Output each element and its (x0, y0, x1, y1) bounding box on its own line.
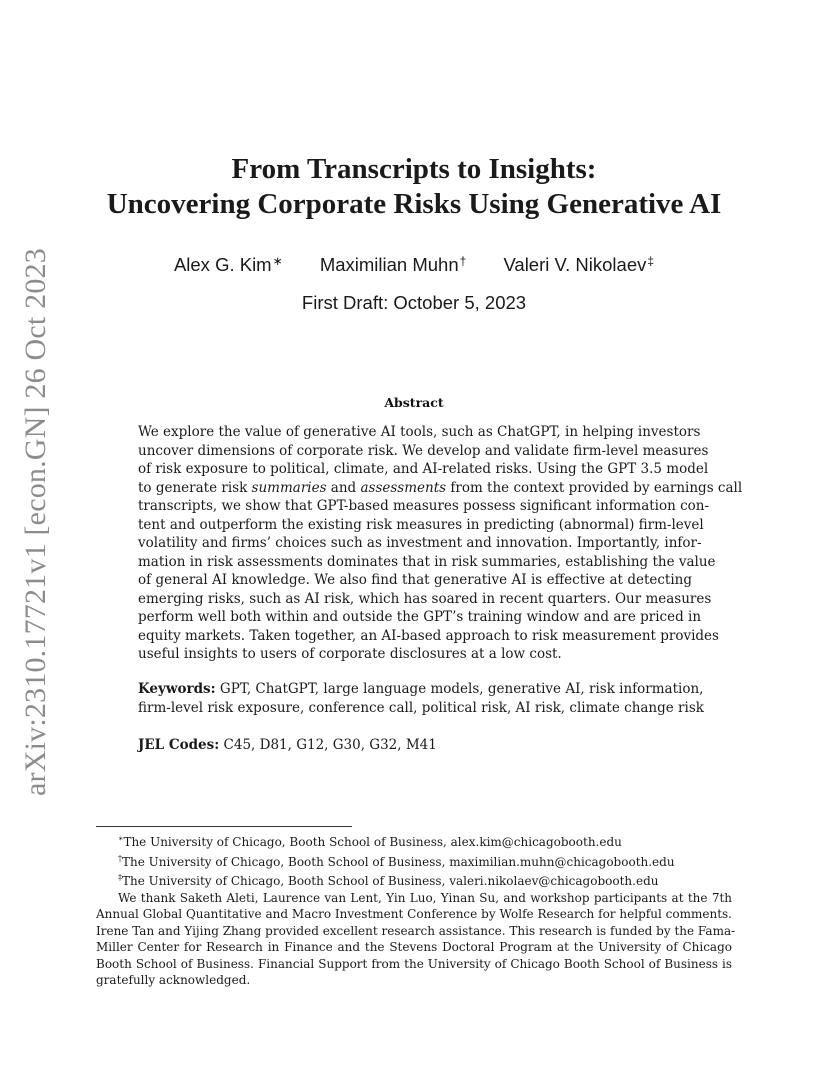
author-list (0, 254, 828, 276)
abstract-line: tent and outperform the existing risk measures in predicting (abnormal) firm-level (138, 516, 704, 533)
author-kim (174, 254, 283, 276)
author-name: Alex G. Kim (173, 254, 272, 275)
acknowledgement-line: gratefully acknowledged. (96, 973, 251, 987)
footnote-muhn (96, 851, 732, 871)
abstract-line: mation in risk assessments dominates that in risk summaries, establishing the value (138, 553, 716, 570)
abstract-line: useful insights to users of corporate disclosures at a low cost. (138, 646, 562, 662)
acknowledgement-line: Miller Center for Research in Finance and the Stevens Doctoral Program at the University of Chicago (96, 940, 732, 954)
acknowledgement-line: We thank Saketh Aleti, Laurence van Lent, Yin Luo, Yinan Su, and workshop participants at the 7th (118, 890, 732, 905)
keywords-text: GPT, ChatGPT, large language models, generative AI, risk information, (215, 681, 704, 697)
acknowledgement-line: Booth School of Business. Financial Support from the University of Chicago Booth School of Business is (96, 956, 732, 971)
abstract-line: emerging risks, such as AI risk, which has soared in recent quarters. Our measures (138, 590, 712, 607)
abstract-line (138, 479, 743, 498)
acknowledgement-line: Irene Tan and Yijing Zhang provided excellent research assistance. This research is funded by the Fama- (96, 923, 736, 938)
abstract-body (138, 423, 743, 664)
footnote-mark: ∗ (118, 834, 124, 843)
author-footnote-mark[interactable]: ‡ (647, 254, 655, 268)
abstract-line: transcripts, we show that GPT-based measures possess significant information con- (138, 498, 710, 514)
abstract-line: perform well both within and outside the GPT’s training window and are priced in (138, 609, 702, 625)
abstract-line: of general AI knowledge. We also find that generative AI is effective at detecting (138, 572, 692, 588)
abstract-text: to generate risk (138, 479, 252, 496)
draft-date: First Draft: October 5, 2023 (301, 292, 527, 313)
author-name: Valeri V. Nikolaev (503, 254, 647, 275)
abstract-line: equity markets. Taken together, an AI-based approach to risk measurement provides (138, 627, 719, 644)
title-line-2: Uncovering Corporate Risks Using Generative AI (106, 188, 722, 220)
footnote-divider (96, 826, 352, 827)
abstract-line: of risk exposure to political, climate, and AI-related risks. Using the GPT 3.5 model (138, 461, 709, 477)
abstract-line: uncover dimensions of corporate risk. We develop and validate firm-level measures (138, 442, 709, 459)
author-muhn (320, 254, 466, 276)
emphasis-assessments: assessments (360, 479, 447, 496)
footnotes (96, 831, 736, 989)
jel-value: C45, D81, G12, G30, G32, M41 (219, 737, 437, 753)
jel-codes (138, 736, 692, 755)
jel-label: JEL Codes: (138, 737, 220, 753)
acknowledgement-line: Annual Global Quantitative and Macro Investment Conference by Wolfe Research for helpful comments. (96, 907, 732, 921)
footnote-mark: ‡ (118, 873, 122, 882)
title-line-1: From Transcripts to Insights: (231, 153, 597, 185)
footnote-text: The University of Chicago, Booth School of Business, valeri.nikolaev@chicagobooth.edu (122, 874, 659, 888)
footnote-text: The University of Chicago, Booth School of Business, alex.kim@chicagobooth.edu (123, 835, 622, 849)
keywords-block (138, 680, 704, 717)
footnote-kim (96, 831, 732, 851)
abstract-line: We explore the value of generative AI tools, such as ChatGPT, in helping investors (138, 424, 701, 440)
abstract-text: and (326, 479, 361, 496)
emphasis-summaries: summaries (251, 479, 327, 496)
abstract-text: from the context provided by earnings call (446, 479, 743, 496)
keywords-label: Keywords: (138, 681, 216, 697)
keywords-line: firm-level risk exposure, conference call, political risk, AI risk, climate change risk (138, 699, 704, 716)
author-footnote-mark[interactable]: ∗ (272, 254, 283, 268)
footnote-nikolaev (96, 870, 732, 890)
arxiv-identifier-stamp[interactable]: arXiv:2310.17721v1 [econ.GN] 26 Oct 2023 (19, 248, 52, 796)
author-nikolaev (503, 254, 654, 276)
footnote-mark: † (118, 853, 122, 863)
author-footnote-mark[interactable]: † (459, 254, 467, 268)
keywords-line (138, 680, 704, 699)
footnote-text: The University of Chicago, Booth School of Business, maximilian.muhn@chicagobooth.edu (122, 854, 675, 869)
author-name: Maximilian Muhn (319, 254, 459, 275)
abstract-heading: Abstract (384, 395, 444, 410)
paper-title (0, 152, 828, 222)
abstract-line: volatility and firms’ choices such as investment and innovation. Importantly, infor- (138, 535, 702, 551)
